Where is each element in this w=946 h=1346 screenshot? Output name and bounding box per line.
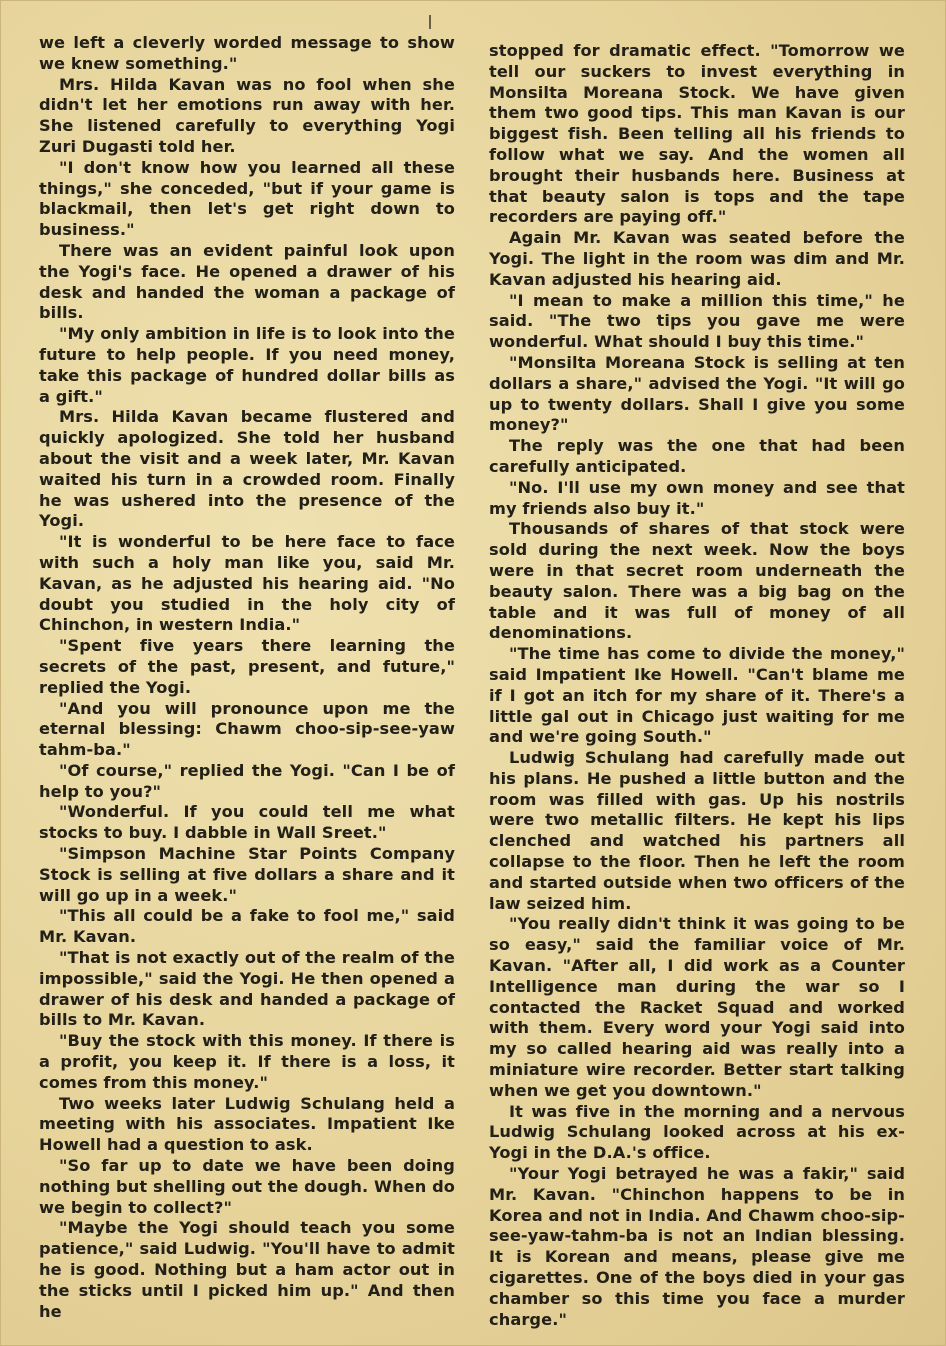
paragraph: "That is not exactly out of the realm of the impossible," said the Yogi. He then opened a drawer of his desk and handed a package of bills to Mr. Kavan. [39,948,455,1030]
paragraph: "No. I'll use my own money and see that my friends also buy it." [489,477,905,518]
paragraph: "You really didn't think it was going to be so easy," said the familiar voice of Mr. Kavan. "After all, I did work as a Counter Intelligence man during the war so I contacted the Racket Squad and worked with them. Every word your Yogi said into my so called hearing aid was really into a miniature wire recorder. Better start talking when we get you downtown." [489,914,905,1100]
paragraph: we left a cleverly worded message to show we knew something." [39,33,455,73]
paragraph: "Maybe the Yogi should teach you some patience," said Ludwig. "You'll have to admit he is good. Nothing but a ham actor out in the sticks until I picked him up." And then he [39,1218,455,1321]
paragraph: Two weeks later Ludwig Schulang held a meeting with his associates. Impatient Ike Howell had a question to ask. [39,1093,455,1155]
paragraph: "My only ambition in life is to look into the future to help people. If you need money, take this package of hundred dollar bills as a gift." [39,324,455,406]
paragraph: "Monsilta Moreana Stock is selling at ten dollars a share," advised the Yogi. "It will go up to twenty dollars. Shall I give you some money?" [489,352,905,435]
paragraph: Ludwig Schulang had carefully made out his plans. He pushed a little button and the room was filled with gas. Up his nostrils were two metallic filters. He kept his lips clenched and watched his partners all collapse to the floor. Then he left the room and started outside when two officers of the law seized him. [489,748,905,913]
paragraph: "And you will pronounce upon me the eternal blessing: Chawm choo-sip-see-yaw tahm-ba." [39,698,455,760]
paragraph: "Your Yogi betrayed he was a fakir," said Mr. Kavan. "Chinchon happens to be in Korea and not in India. And Chawm choo-sip-see-yaw-tahm-ba is not an Indian blessing. It is Korean and means, please give me cigarettes. One of the boys died in your gas chamber so this time you face a murder charge." [489,1164,905,1329]
paragraph: "Spent five years there learning the secrets of the past, present, and future," replied the Yogi. [39,636,455,697]
paragraph: Thousands of shares of that stock were sold during the next week. Now the boys were in that secret room underneath the beauty salon. There was a big bag on the table and it was full of money of all denominations. [489,519,905,643]
paragraph: "This all could be a fake to fool me," said Mr. Kavan. [39,906,455,947]
page-mark [429,15,431,29]
paragraph: "Simpson Machine Star Points Company Stock is selling at five dollars a share and it will go up in a week." [39,844,455,905]
paragraph: "I don't know how you learned all these things," she conceded, "but if your game is blackmail, then let's get right down to business." [39,157,455,240]
paragraph: "Wonderful. If you could tell me what stocks to buy. I dabble in Wall Sreet." [39,802,455,843]
paragraph: "So far up to date we have been doing nothing but shelling out the dough. When do we begin to collect?" [39,1156,455,1217]
paragraph: "The time has come to divide the money," said Impatient Ike Howell. "Can't blame me if I got an itch for my share of it. There's a little gal out in Chicago just waiting for me and we're going South." [489,644,905,747]
paragraph: It was five in the morning and a nervous Ludwig Schulang looked across at his ex-Yogi in the D.A.'s office. [489,1101,905,1163]
paragraph: "It is wonderful to be here face to face with such a holy man like you, said Mr. Kavan, as he adjusted his hearing aid. "No doubt you studied in the holy city of Chinchon, in western India." [39,532,455,635]
paragraph: "I mean to make a million this time," he said. "The two tips you gave me were wonderful. What should I buy this time." [489,290,905,352]
paragraph: There was an evident painful look upon the Yogi's face. He opened a drawer of his desk and handed the woman a package of bills. [39,240,455,323]
paragraph: Mrs. Hilda Kavan became flustered and quickly apologized. She told her husband about the visit and a week later, Mr. Kavan waited his turn in a crowded room. Finally he was ushered into the presence of the Yogi. [39,407,455,531]
left-text-column [39,33,455,1322]
paragraph: The reply was the one that had been carefully anticipated. [489,436,905,476]
paragraph: stopped for dramatic effect. "Tomorrow we tell our suckers to invest everything in Monsilta Moreana Stock. We have given them two good tips. This man Kavan is our biggest fish. Been telling all his friends to follow what we say. And the women all brought their husbands here. Business at that beauty salon is tops and the tape recorders are paying off." [489,41,905,227]
paragraph: Again Mr. Kavan was seated before the Yogi. The light in the room was dim and Mr. Kavan adjusted his hearing aid. [489,228,905,289]
paragraph: "Of course," replied the Yogi. "Can I be of help to you?" [39,760,455,801]
paragraph: Mrs. Hilda Kavan was no fool when she didn't let her emotions run away with her. She listened carefully to everything Yogi Zuri Dugasti told her. [39,74,455,156]
right-text-column [489,41,905,1330]
paragraph: "Buy the stock with this money. If there is a profit, you keep it. If there is a loss, it comes from this money." [39,1031,455,1092]
